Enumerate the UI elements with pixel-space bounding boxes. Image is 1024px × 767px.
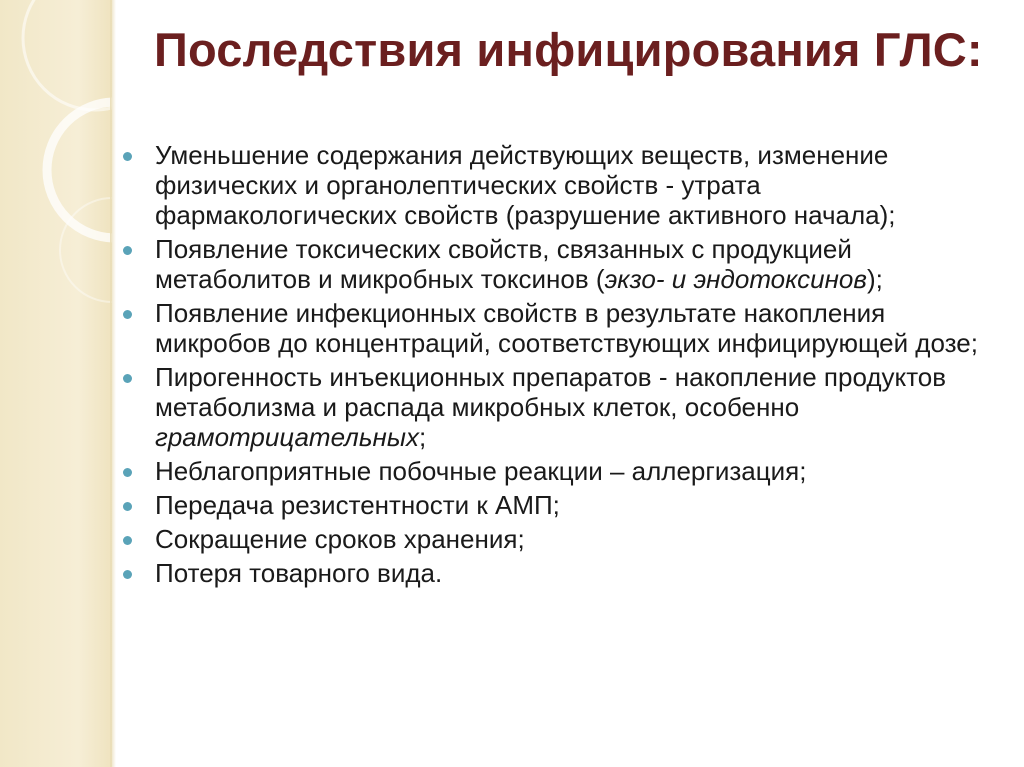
bullet-text — [155, 298, 978, 358]
bullet-text — [155, 234, 883, 294]
bullet-text-italic: грамотрицательных — [155, 422, 419, 452]
bullet-list — [120, 140, 990, 592]
bullet-text-part: Потеря товарного вида. — [155, 558, 443, 588]
decorative-side-band — [0, 0, 112, 767]
bullet-text — [155, 524, 525, 554]
bullet-item — [120, 140, 990, 230]
bullet-marker-icon — [123, 468, 132, 477]
bullet-marker-icon — [123, 246, 132, 255]
bullet-item — [120, 298, 990, 358]
bullet-marker-icon — [123, 536, 132, 545]
bullet-item — [120, 524, 990, 554]
bullet-text — [155, 490, 560, 520]
bullet-text — [155, 140, 896, 230]
decorative-circles — [0, 0, 112, 767]
bullet-text-italic: экзо- и эндотоксинов — [604, 264, 867, 294]
bullet-marker-icon — [123, 310, 132, 319]
bullet-text-part: Неблагоприятные побочные реакции – аллергизация; — [155, 456, 807, 486]
bullet-marker-icon — [123, 152, 132, 161]
bullet-text-part: Передача резистентности к АМП; — [155, 490, 560, 520]
bullet-marker-icon — [123, 374, 132, 383]
slide-title: Последствия инфицирования ГЛС: — [154, 23, 983, 76]
bullet-marker-icon — [123, 502, 132, 511]
side-band-edge — [110, 0, 116, 767]
bullet-text-part: Уменьшение содержания действующих веществ, изменение физических и органолептических свойств - утрата фармакологических свойств (разрушение активного начала); — [155, 140, 896, 230]
bullet-item — [120, 362, 990, 452]
bullet-text — [155, 362, 946, 452]
bullet-text — [155, 456, 806, 486]
bullet-item — [120, 558, 990, 588]
bullet-text-part: Сокращение сроков хранения; — [155, 524, 525, 554]
bullet-item — [120, 234, 990, 294]
bullet-text — [155, 558, 442, 588]
bullet-text-part: Появление токсических свойств, связанных с продукцией метаболитов и микробных токсинов ( — [155, 234, 852, 294]
bullet-marker-icon — [123, 570, 132, 579]
bullet-text-part: ); — [866, 264, 883, 294]
bullet-text-part: ; — [418, 422, 427, 452]
bullet-text-part: Пирогенность инъекционных препаратов - накопление продуктов метаболизма и распада микробных клеток, особенно — [155, 362, 947, 422]
bullet-item — [120, 456, 990, 486]
bullet-item — [120, 490, 990, 520]
bullet-text-part: Появление инфекционных свойств в результате накопления микробов до концентраций, соответствующих инфицирующей дозе; — [155, 298, 978, 358]
